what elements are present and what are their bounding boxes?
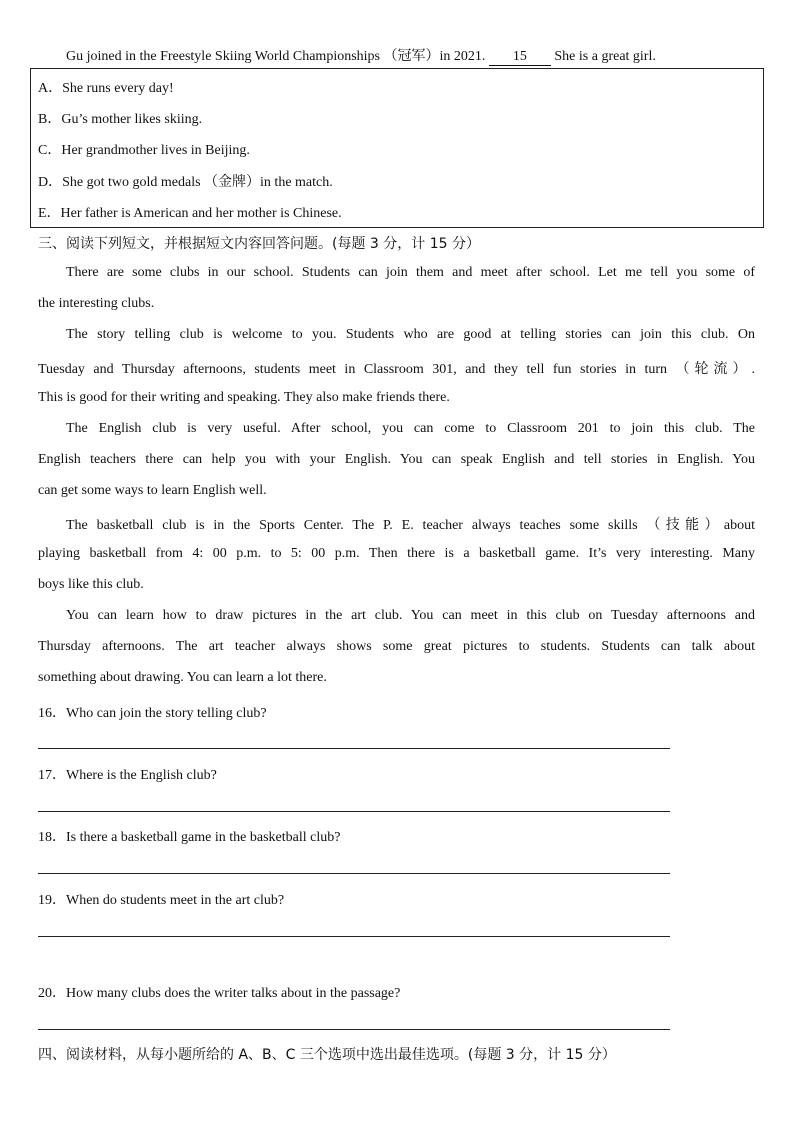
passage-line: This is good for their writing and speaking. They also make friends there. — [38, 390, 450, 405]
section-3-heading: 三、阅读下列短文，并根据短文内容回答问题。(每题 3 分，计 15 分） — [38, 236, 480, 252]
question-19: 19．When do students meet in the art club? — [38, 893, 285, 908]
answer-line-20[interactable] — [38, 1029, 670, 1030]
option-a: A．She runs every day! — [38, 81, 174, 96]
answer-line-16[interactable] — [38, 748, 670, 749]
answer-line-19[interactable] — [38, 936, 670, 937]
passage-line: the interesting clubs. — [38, 296, 155, 311]
answer-line-17[interactable] — [38, 811, 670, 812]
passage-line: The story telling club is welcome to you. Students who are good at telling stories can join this club. On — [66, 327, 755, 342]
passage-line: English teachers there can help you with your English. You can speak English and tell stories in English. You — [38, 452, 755, 467]
passage-line: playing basketball from 4: 00 p.m. to 5: 00 p.m. Then there is a basketball game. It’s very interesting. Many — [38, 546, 755, 561]
intro-text-before: Gu joined in the Freestyle Skiing World Championships （冠军）in 2021. — [66, 49, 486, 64]
passage-line: Thursday afternoons. The art teacher always shows some great pictures to students. Students can talk about — [38, 639, 755, 654]
option-c: C．Her grandmother lives in Beijing. — [38, 143, 250, 158]
passage-line: boys like this club. — [38, 577, 144, 592]
intro-line — [66, 45, 656, 66]
intro-text-after: She is a great girl. — [554, 49, 656, 64]
question-20: 20．How many clubs does the writer talks about in the passage? — [38, 986, 401, 1001]
passage-line: something about drawing. You can learn a lot there. — [38, 670, 327, 685]
option-b: B．Gu’s mother likes skiing. — [38, 112, 203, 127]
passage-line: There are some clubs in our school. Students can join them and meet after school. Let me tell you some of — [66, 265, 755, 280]
question-17: 17．Where is the English club? — [38, 768, 217, 783]
passage-line: The English club is very useful. After school, you can come to Classroom 201 to join this club. The — [66, 421, 755, 436]
question-18: 18．Is there a basketball game in the basketball club? — [38, 830, 341, 845]
answer-line-18[interactable] — [38, 873, 670, 874]
passage-line: The basketball club is in the Sports Center. The P. E. teacher always teaches some skills （技能）about — [66, 518, 755, 533]
option-d: D．She got two gold medals （金牌）in the match. — [38, 175, 333, 190]
answer-blank-15: 15 — [489, 49, 551, 66]
option-e: E．Her father is American and her mother is Chinese. — [38, 206, 342, 221]
options-box — [30, 68, 764, 228]
section-4-heading: 四、阅读材料，从每小题所给的 A、B、C 三个选项中选出最佳选项。(每题 3 分，计 15 分） — [38, 1047, 616, 1063]
passage-line: Tuesday and Thursday afternoons, students meet in Classroom 301, and they tell fun stories in turn （轮流）. — [38, 362, 755, 377]
passage-line: can get some ways to learn English well. — [38, 483, 267, 498]
question-16: 16．Who can join the story telling club? — [38, 706, 267, 721]
passage-line: You can learn how to draw pictures in the art club. You can meet in this club on Tuesday afternoons and — [66, 608, 755, 623]
